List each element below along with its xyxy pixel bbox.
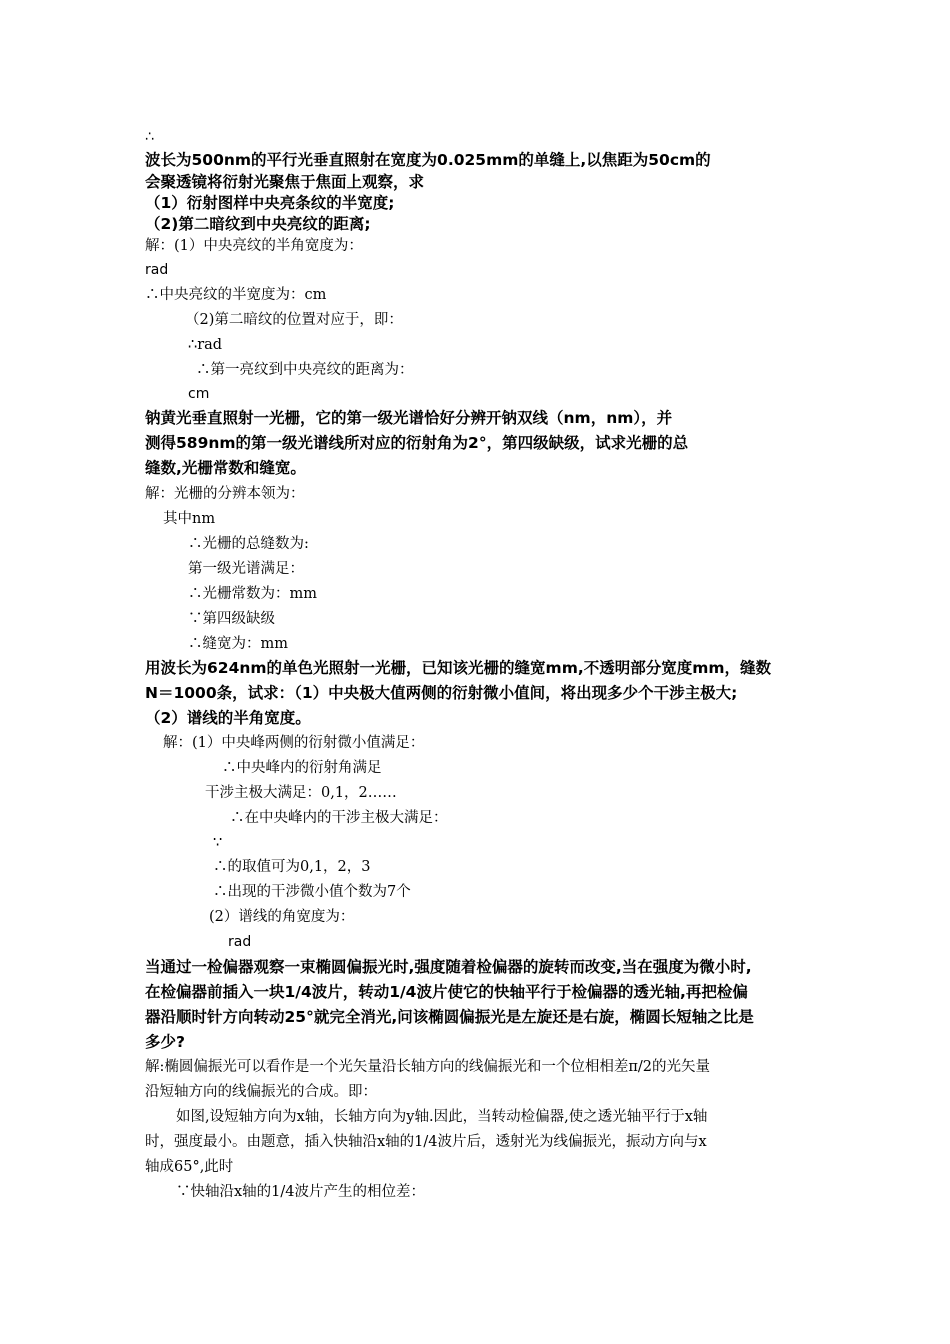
- solution-2-line-7: ∴缝宽为：mm: [188, 636, 288, 652]
- problem-2-text-line-2: 测得589nm的第一级光谱线所对应的衍射角为2°，第四级缺级，试求光栅的总: [145, 434, 689, 452]
- solution-1-line-1: 解：(1）中央亮纹的半角宽度为：: [145, 238, 363, 254]
- solution-1-line-6: ∴第一亮纹到中央亮纹的距离为：: [196, 362, 414, 378]
- problem-4-text-line-4: 多少?: [145, 1033, 185, 1051]
- solution-1-line-3: ∴中央亮纹的半宽度为：cm: [145, 287, 327, 303]
- solution-3-line-3: 干涉主极大满足：0,1，2……: [205, 785, 397, 801]
- solution-1-line-4: （2)第二暗纹的位置对应于，即：: [185, 312, 403, 328]
- problem-3-text-line-1: 用波长为624nm的单色光照射一光栅，已知该光栅的缝宽mm,不透明部分宽度mm，缝数: [145, 659, 772, 677]
- solution-3-line-4: ∴在中央峰内的干涉主极大满足：: [230, 810, 448, 826]
- solution-4-line-6: ∵快轴沿x轴的1/4波片产生的相位差：: [176, 1184, 426, 1200]
- solution-1-line-7: cm: [188, 386, 210, 402]
- solution-4-line-4: 时，强度最小。由题意，插入快轴沿x轴的1/4波片后，透射光为线偏振光，振动方向与x: [145, 1134, 707, 1150]
- problem-2-text-line-3: 缝数,光栅常数和缝宽。: [145, 459, 306, 477]
- problem-1-text-line-2: 会聚透镜将衍射光聚焦于焦面上观察，求: [145, 173, 425, 191]
- problem-4-text-line-2: 在检偏器前插入一块1/4波片，转动1/4波片使它的快轴平行于检偏器的透光轴,再把检偏: [145, 983, 748, 1001]
- problem-1-text-line-1: 波长为500nm的平行光垂直照射在宽度为0.025mm的单缝上,以焦距为50cm的: [145, 151, 711, 169]
- problem-1-question-1: （1）衍射图样中央亮条纹的半宽度;: [145, 194, 395, 212]
- solution-2-line-2: 其中nm: [163, 511, 216, 527]
- problem-3-text-line-2: N＝1000条，试求：（1）中央极大值两侧的衍射微小值间，将出现多少个干涉主极大;: [145, 684, 738, 702]
- solution-4-line-2: 沿短轴方向的线偏振光的合成。即：: [145, 1084, 377, 1100]
- solution-2-line-5: ∴光栅常数为：mm: [188, 586, 317, 602]
- solution-2-line-1: 解：光栅的分辨本领为：: [145, 486, 305, 502]
- solution-1-line-2: rad: [145, 262, 169, 278]
- problem-4-text-line-1: 当通过一检偏器观察一束椭圆偏振光时,强度随着检偏器的旋转而改变,当在强度为微小时,: [145, 958, 752, 976]
- solution-4-line-3: 如图,设短轴方向为x轴，长轴方向为y轴.因此，当转动检偏器,使之透光轴平行于x轴: [176, 1109, 708, 1125]
- solution-2-line-6: ∵第四级缺级: [188, 611, 275, 627]
- solution-4-line-5: 轴成65°,此时: [145, 1159, 234, 1175]
- solution-4-line-1: 解:椭圆偏振光可以看作是一个光矢量沿长轴方向的线偏振光和一个位相相差π/2的光矢量: [145, 1059, 711, 1075]
- solution-2-line-3: ∴光栅的总缝数为:: [188, 536, 309, 552]
- solution-2-line-4: 第一级光谱满足：: [188, 561, 304, 577]
- solution-3-line-6: ∴的取值可为0,1，2，3: [213, 859, 371, 875]
- problem-4-text-line-3: 器沿顺时针方向转动25°就完全消光,问该椭圆偏振光是左旋还是右旋，椭圆长短轴之比是: [145, 1008, 754, 1026]
- therefore-symbol: ∴: [145, 129, 154, 145]
- problem-1-question-2: （2)第二暗纹到中央亮纹的距离;: [145, 215, 371, 233]
- problem-3-text-line-3: （2）谱线的半角宽度。: [145, 709, 311, 727]
- solution-1-line-5: ∴rad: [188, 337, 223, 353]
- problem-2-text-line-1: 钠黄光垂直照射一光栅，它的第一级光谱恰好分辨开钠双线（nm，nm），并: [145, 409, 673, 427]
- solution-3-line-2: ∴中央峰内的衍射角满足: [222, 760, 382, 776]
- solution-3-line-1: 解：(1）中央峰两侧的衍射微小值满足：: [163, 735, 425, 751]
- solution-3-line-7: ∴出现的干涉微小值个数为7个: [213, 884, 411, 900]
- solution-3-line-9: rad: [228, 934, 252, 950]
- solution-3-line-5: ∵: [213, 835, 223, 851]
- solution-3-line-8: (2）谱线的角宽度为：: [209, 909, 355, 925]
